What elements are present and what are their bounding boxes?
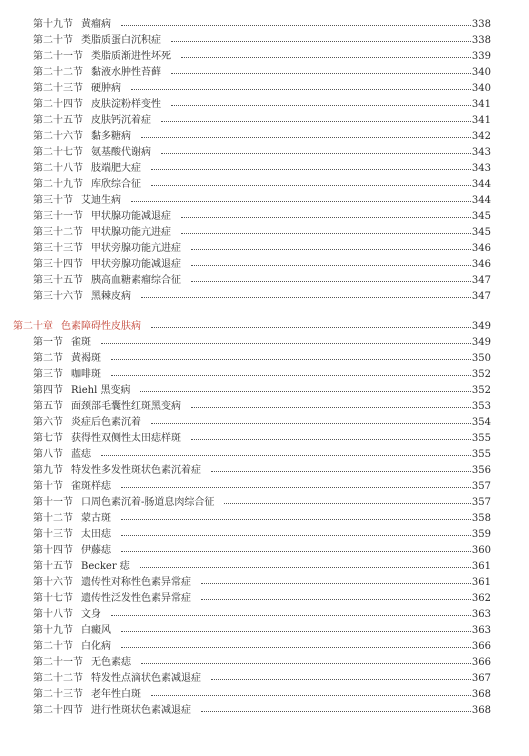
toc-entry: [0, 543, 529, 559]
dot-leader: [131, 89, 471, 90]
page-number: 366: [471, 641, 491, 652]
section-number: 第四节: [33, 385, 63, 396]
entry-title: 文身: [81, 609, 101, 620]
page-number: 352: [471, 369, 491, 380]
entry-title: 口周色素沉着-肠道息肉综合征: [81, 497, 215, 508]
toc-entry: [0, 655, 529, 671]
toc-entry: [0, 479, 529, 495]
toc-entry: [0, 575, 529, 591]
dot-leader: [121, 647, 471, 648]
page-number: 345: [471, 227, 491, 238]
section-number: 第二十一节: [33, 51, 83, 62]
page-number: 344: [471, 179, 491, 190]
toc-entry: [0, 289, 529, 305]
entry-title: 遗传性泛发性色素异常症: [81, 593, 191, 604]
entry-title: 太田痣: [81, 529, 111, 540]
page-number: 355: [471, 449, 491, 460]
page-number: 358: [471, 513, 491, 524]
toc-entry: [0, 145, 529, 161]
page-number: 344: [471, 195, 491, 206]
entry-title: 类脂质渐进性坏死: [91, 51, 171, 62]
entry-title: 甲状腺功能减退症: [91, 211, 171, 222]
toc-entry: [0, 193, 529, 209]
entry-title: 黄瘤病: [81, 19, 111, 30]
dot-leader: [161, 121, 471, 122]
section-number: 第十二节: [33, 513, 73, 524]
toc-entry: [0, 383, 529, 399]
dot-leader: [121, 519, 471, 520]
entry-title: 炎症后色素沉着: [71, 417, 141, 428]
entry-title: Riehl 黑变病: [71, 385, 131, 396]
spacer: [0, 305, 529, 319]
dot-leader: [111, 375, 471, 376]
section-number: 第一节: [33, 337, 63, 348]
dot-leader: [191, 407, 471, 408]
toc-entry: [0, 447, 529, 463]
page-number: 350: [471, 353, 491, 364]
dot-leader: [140, 567, 471, 568]
entry-title: 黏液水肿性苔藓: [91, 67, 161, 78]
dot-leader: [201, 583, 471, 584]
page-number: 346: [471, 259, 491, 270]
section-number: 第二十七节: [33, 147, 83, 158]
page-number: 347: [471, 275, 491, 286]
toc-entry: [0, 671, 529, 687]
entry-title: 皮肤钙沉着症: [91, 115, 151, 126]
entry-title: Becker 痣: [81, 561, 130, 572]
dot-leader: [101, 343, 471, 344]
entry-title: 甲状腺功能亢进症: [91, 227, 171, 238]
page-number: 359: [471, 529, 491, 540]
entry-title: 老年性白斑: [91, 689, 141, 700]
dot-leader: [141, 663, 471, 664]
dot-leader: [111, 359, 471, 360]
dot-leader: [224, 503, 471, 504]
toc-entry: [0, 511, 529, 527]
section-number: 第三十节: [33, 195, 73, 206]
page-number: 367: [471, 673, 491, 684]
toc-entry: [0, 97, 529, 113]
entry-title: 雀斑: [71, 337, 91, 348]
toc-entry: [0, 65, 529, 81]
dot-leader: [131, 201, 471, 202]
section-number: 第五节: [33, 401, 63, 412]
dot-leader: [171, 41, 471, 42]
page-number: 338: [471, 35, 491, 46]
dot-leader: [151, 169, 471, 170]
dot-leader: [111, 615, 471, 616]
toc-entry: [0, 431, 529, 447]
toc-entry: [0, 687, 529, 703]
dot-leader: [171, 73, 471, 74]
toc-entry: [0, 81, 529, 97]
toc-entry: [0, 177, 529, 193]
entry-title: 特发性多发性斑状色素沉着症: [71, 465, 201, 476]
toc-entry: [0, 257, 529, 273]
toc-entry: [0, 559, 529, 575]
entry-title: 获得性双侧性太田痣样斑: [71, 433, 181, 444]
section-number: 第七节: [33, 433, 63, 444]
section-number: 第十九节: [33, 625, 73, 636]
page-number: 343: [471, 163, 491, 174]
page-number: 342: [471, 131, 491, 142]
section-number: 第十一节: [33, 497, 73, 508]
page-number: 340: [471, 83, 491, 94]
toc-entry: [0, 591, 529, 607]
toc-entry: [0, 399, 529, 415]
toc-entry: [0, 495, 529, 511]
entry-title: 遗传性对称性色素异常症: [81, 577, 191, 588]
section-number: 第三十五节: [33, 275, 83, 286]
entry-title: 蓝痣: [71, 449, 91, 460]
section-number: 第十五节: [33, 561, 73, 572]
entry-title: 雀斑样痣: [71, 481, 111, 492]
page-number: 355: [471, 433, 491, 444]
dot-leader: [121, 25, 471, 26]
dot-leader: [181, 233, 471, 234]
dot-leader: [141, 137, 471, 138]
toc-entry: [0, 129, 529, 145]
section-number: 第二十四节: [33, 705, 83, 716]
page-number: 341: [471, 99, 491, 110]
page-number: 340: [471, 67, 491, 78]
dot-leader: [201, 599, 471, 600]
page-number: 339: [471, 51, 491, 62]
page-number: 363: [471, 625, 491, 636]
section-number: 第二十三节: [33, 689, 83, 700]
toc-entry: [0, 113, 529, 129]
entry-title: 蒙古斑: [81, 513, 111, 524]
section-number: 第二十八节: [33, 163, 83, 174]
dot-leader: [181, 57, 471, 58]
toc-entry: [0, 225, 529, 241]
section-number: 第二十二节: [33, 67, 83, 78]
dot-leader: [191, 439, 471, 440]
entry-title: 白化病: [81, 641, 111, 652]
entry-title: 肢端肥大症: [91, 163, 141, 174]
section-number: 第九节: [33, 465, 63, 476]
page-number: 361: [471, 561, 491, 572]
page-number: 361: [471, 577, 491, 588]
dot-leader: [201, 711, 471, 712]
page-number: 353: [471, 401, 491, 412]
dot-leader: [151, 695, 471, 696]
dot-leader: [191, 265, 471, 266]
toc-entry: [0, 703, 529, 719]
page-number: 341: [471, 115, 491, 126]
section-number: 第十三节: [33, 529, 73, 540]
page-number: 360: [471, 545, 491, 556]
page-number: 349: [471, 321, 491, 332]
section-number: 第二十二节: [33, 673, 83, 684]
toc-entry: [0, 241, 529, 257]
dot-leader: [121, 487, 471, 488]
dot-leader: [191, 249, 471, 250]
entry-title: 伊藤痣: [81, 545, 111, 556]
section-number: 第十六节: [33, 577, 73, 588]
page-number: 349: [471, 337, 491, 348]
dot-leader: [211, 679, 471, 680]
toc-entry: [0, 209, 529, 225]
entry-title: 库欣综合征: [91, 179, 141, 190]
toc-entry: [0, 367, 529, 383]
toc-entry: [0, 623, 529, 639]
entry-title: 黑棘皮病: [91, 291, 131, 302]
dot-leader: [161, 153, 471, 154]
page-number: 363: [471, 609, 491, 620]
section-number: 第三十六节: [33, 291, 83, 302]
section-number: 第三十三节: [33, 243, 83, 254]
section-number: 第三十一节: [33, 211, 83, 222]
toc-entry: [0, 527, 529, 543]
page-number: 368: [471, 705, 491, 716]
page-number: 368: [471, 689, 491, 700]
page-number: 338: [471, 19, 491, 30]
section-number: 第三节: [33, 369, 63, 380]
section-number: 第八节: [33, 449, 63, 460]
toc-entry: [0, 161, 529, 177]
dot-leader: [121, 551, 471, 552]
page-number: 357: [471, 497, 491, 508]
section-number: 第二十节: [33, 641, 73, 652]
section-number: 第十九节: [33, 19, 73, 30]
entry-title: 类脂质蛋白沉积症: [81, 35, 161, 46]
section-number: 第二十三节: [33, 83, 83, 94]
entry-title: 黄褐斑: [71, 353, 101, 364]
toc-entry: [0, 335, 529, 351]
dot-leader: [121, 631, 471, 632]
page-number: 346: [471, 243, 491, 254]
page-number: 356: [471, 465, 491, 476]
section-number: 第二十一节: [33, 657, 83, 668]
toc-entry: [0, 49, 529, 65]
dot-leader: [171, 105, 471, 106]
dot-leader: [151, 327, 471, 328]
dot-leader: [211, 471, 471, 472]
entry-title: 白癜风: [81, 625, 111, 636]
page-number: 352: [471, 385, 491, 396]
section-number: 第二十六节: [33, 131, 83, 142]
page-number: 366: [471, 657, 491, 668]
entry-title: 特发性点滴状色素减退症: [91, 673, 201, 684]
dot-leader: [151, 423, 471, 424]
entry-title: 甲状旁腺功能减退症: [91, 259, 181, 270]
entry-title: 氨基酸代谢病: [91, 147, 151, 158]
section-number: 第三十二节: [33, 227, 83, 238]
dot-leader: [101, 455, 471, 456]
toc-entry: [0, 351, 529, 367]
toc-entry: [0, 33, 529, 49]
entry-title: 咖啡斑: [71, 369, 101, 380]
entry-title: 无色素痣: [91, 657, 131, 668]
page-number: 347: [471, 291, 491, 302]
dot-leader: [181, 217, 471, 218]
section-number: 第十七节: [33, 593, 73, 604]
entry-title: 进行性斑状色素减退症: [91, 705, 191, 716]
section-number: 第二十节: [33, 35, 73, 46]
entry-title: 甲状旁腺功能亢进症: [91, 243, 181, 254]
entry-title: 艾迪生病: [81, 195, 121, 206]
dot-leader: [141, 297, 471, 298]
dot-leader: [121, 535, 471, 536]
page-number: 345: [471, 211, 491, 222]
toc-entry: [0, 273, 529, 289]
dot-leader: [140, 391, 471, 392]
toc-entry: [0, 415, 529, 431]
chapter-entry: [0, 319, 529, 335]
toc-entry: [0, 607, 529, 623]
entry-title: 黏多糖病: [91, 131, 131, 142]
page-number: 357: [471, 481, 491, 492]
section-number: 第二十九节: [33, 179, 83, 190]
section-number: 第十八节: [33, 609, 73, 620]
entry-title: 硬肿病: [91, 83, 121, 94]
table-of-contents: [0, 17, 529, 719]
section-number: 第三十四节: [33, 259, 83, 270]
entry-title: 面颈部毛囊性红斑黑变病: [71, 401, 181, 412]
page-number: 343: [471, 147, 491, 158]
section-number: 第二节: [33, 353, 63, 364]
section-number: 第十节: [33, 481, 63, 492]
entry-title: 皮肤淀粉样变性: [91, 99, 161, 110]
toc-entry: [0, 17, 529, 33]
toc-entry: [0, 639, 529, 655]
section-number: 第十四节: [33, 545, 73, 556]
page-number: 362: [471, 593, 491, 604]
section-number: 第六节: [33, 417, 63, 428]
entry-title: 色素障碍性皮肤病: [61, 321, 141, 332]
dot-leader: [151, 185, 471, 186]
page-number: 354: [471, 417, 491, 428]
entry-title: 胰高血糖素瘤综合征: [91, 275, 181, 286]
toc-entry: [0, 463, 529, 479]
dot-leader: [191, 281, 471, 282]
section-number: 第二十四节: [33, 99, 83, 110]
section-number: 第二十五节: [33, 115, 83, 126]
section-number: 第二十章: [13, 321, 53, 332]
